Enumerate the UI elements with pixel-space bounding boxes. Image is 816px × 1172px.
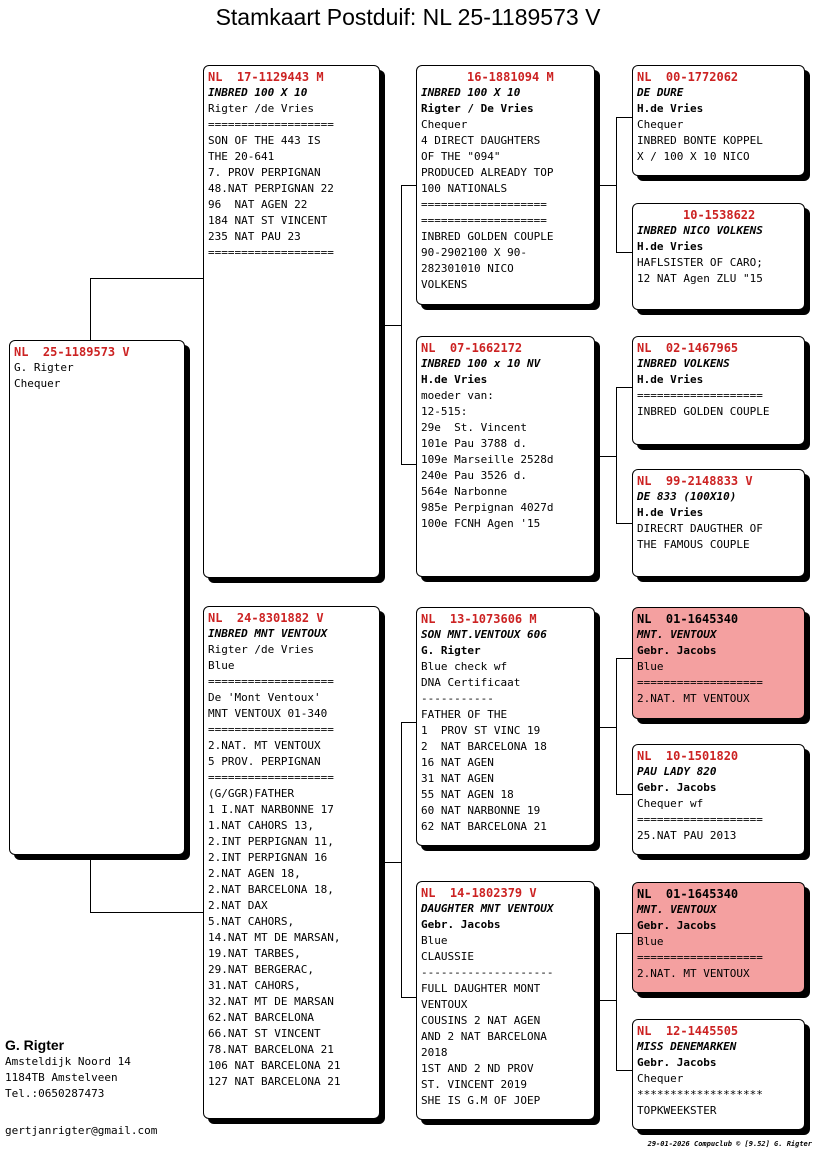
connector — [616, 387, 633, 388]
card-subject[interactable]: NL 25-1189573 V G. Rigter Chequer — [9, 340, 185, 855]
card-dam[interactable]: NL 24-8301882 V INBRED MNT VENTOUX Rigter /de Vries Blue =================== De 'Mont Ventoux' MNT VENTOUX 01-340 =================== 2.NAT. MT VENTOUX 5 PROV. PERPIGNAN =================== (G/GGR)FATHER 1 I.NAT NARBONNE 17 1.NAT CAHORS 13, 2.INT PERPIGNAN 11, 2.INT PERPIGNAN 16 2.NAT AGEN 18, 2.NAT BARCELONA 18, 2.NAT DAX 5.NAT CAHORS, 14.NAT MT DE MARSAN, 19.NAT TARBES, 29.NAT BERGERAC, 31.NAT CAHORS, 32.NAT MT DE MARSAN 62.NAT BARCELONA 66.NAT ST VINCENT 78.NAT BARCELONA 21 106 NAT BARCELONA 21 127 NAT BARCELONA 21 — [203, 606, 380, 1119]
ring-number: NL 12-1445505 — [637, 1024, 739, 1038]
owner-address-line: Amsteldijk Noord 14 — [5, 1055, 131, 1068]
ring-number: NL 25-1189573 V — [14, 345, 130, 359]
pigeon-name: INBRED MNT VENTOUX — [208, 627, 328, 640]
card-sire-dam[interactable]: NL 07-1662172 INBRED 100 x 10 NV H.de Vries moeder van: 12-515: 29e St. Vincent 101e Pau 3788 d. 109e Marseille 2528d 240e Pau 3526 d. 564e Narbonne 985e Perpignan 4027d 100e FCNH Agen '15 — [416, 336, 595, 577]
footer-info: 29-01-2026 Compuclub © [9.52] G. Rigter — [647, 1140, 812, 1148]
owner-name: G. Rigter — [5, 1037, 65, 1053]
connector — [616, 658, 617, 794]
connector — [380, 862, 402, 863]
connector — [90, 912, 204, 913]
connector — [90, 855, 91, 913]
ring-number: NL 01-1645340 — [637, 612, 739, 626]
ring-number: NL 01-1645340 — [637, 887, 739, 901]
pigeon-name: DAUGHTER MNT VENTOUX — [421, 902, 554, 915]
ring-number: NL 07-1662172 — [421, 341, 523, 355]
connector — [616, 117, 633, 118]
ring-number: 16-1881094 M — [467, 70, 554, 84]
card-dss[interactable]: NL 01-1645340 MNT. VENTOUX Gebr. Jacobs Blue =================== 2.NAT. MT VENTOUX — [632, 607, 805, 719]
card-dsd[interactable]: NL 10-1501820 PAU LADY 820 Gebr. Jacobs Chequer wf =================== 25.NAT PAU 2013 — [632, 744, 805, 855]
ring-number: NL 10-1501820 — [637, 749, 739, 763]
pigeon-name: MNT. VENTOUX — [637, 903, 717, 916]
card-sire-sire[interactable]: 16-1881094 M INBRED 100 X 10 Rigter / De Vries Chequer 4 DIRECT DAUGHTERS OF THE "094" PRODUCED ALREADY TOP 100 NATIONALS =================== =================== INBRED GOLDEN COUPLE 90-2902100 X 90- 282301010 NICO VOLKENS — [416, 65, 595, 305]
connector — [401, 185, 402, 464]
connector — [616, 117, 617, 252]
pigeon-name: INBRED 100 x 10 NV — [421, 357, 541, 370]
connector — [616, 1070, 633, 1071]
connector — [401, 997, 417, 998]
connector — [595, 456, 617, 457]
owner-block — [5, 1036, 131, 1102]
pigeon-name: MISS DENEMARKEN — [637, 1040, 737, 1053]
card-sdd[interactable]: NL 99-2148833 V DE 833 (100X10) H.de Vries DIRECRT DAUGTHER OF THE FAMOUS COUPLE — [632, 469, 805, 577]
pigeon-name: DE 833 (100X10) — [637, 490, 737, 503]
ring-number: NL 99-2148833 V — [637, 474, 753, 488]
ring-number: NL 17-1129443 M — [208, 70, 324, 84]
pigeon-name: DE DURE — [637, 86, 684, 99]
connector — [616, 658, 633, 659]
connector — [616, 933, 633, 934]
card-dam-sire[interactable]: NL 13-1073606 M SON MNT.VENTOUX 606 G. Rigter Blue check wf DNA Certificaat ----------- FATHER OF THE 1 PROV ST VINC 19 2 NAT BARCELONA 18 16 NAT AGEN 31 NAT AGEN 55 NAT AGEN 18 60 NAT NARBONNE 19 62 NAT BARCELONA 21 — [416, 607, 595, 846]
connector — [616, 252, 633, 253]
connector — [401, 722, 417, 723]
page-title: Stamkaart Postduif: NL 25-1189573 V — [215, 4, 601, 30]
pigeon-name: SON MNT.VENTOUX 606 — [421, 628, 547, 641]
ring-number: NL 13-1073606 M — [421, 612, 537, 626]
card-ddd[interactable]: NL 12-1445505 MISS DENEMARKEN Gebr. Jacobs Chequer ******************* TOPKWEEKSTER — [632, 1019, 805, 1130]
connector — [616, 387, 617, 523]
connector — [616, 523, 633, 524]
pigeon-name: INBRED VOLKENS — [637, 357, 730, 370]
connector — [90, 278, 204, 279]
pigeon-name: INBRED 100 X 10 — [421, 86, 521, 99]
connector — [401, 722, 402, 998]
ring-number: NL 24-8301882 V — [208, 611, 324, 625]
card-sss[interactable]: NL 00-1772062 DE DURE H.de Vries Chequer INBRED BONTE KOPPEL X / 100 X 10 NICO — [632, 65, 805, 176]
connector — [380, 325, 402, 326]
pigeon-name: PAU LADY 820 — [637, 765, 717, 778]
card-dds[interactable]: NL 01-1645340 MNT. VENTOUX Gebr. Jacobs Blue =================== 2.NAT. MT VENTOUX — [632, 882, 805, 993]
card-sds[interactable]: NL 02-1467965 INBRED VOLKENS H.de Vries =================== INBRED GOLDEN COUPLE — [632, 336, 805, 445]
connector — [595, 727, 617, 728]
card-ssd[interactable]: 10-1538622 INBRED NICO VOLKENS H.de Vries HAFLSISTER OF CARO; 12 NAT Agen ZLU "15 — [632, 203, 805, 310]
connector — [595, 185, 617, 186]
pigeon-name: INBRED NICO VOLKENS — [637, 224, 763, 237]
pigeon-name: INBRED 100 X 10 — [208, 86, 308, 99]
ring-number: NL 00-1772062 — [637, 70, 739, 84]
connector — [595, 1000, 617, 1001]
card-dam-dam[interactable]: NL 14-1802379 V DAUGHTER MNT VENTOUX Gebr. Jacobs Blue CLAUSSIE -------------------- FULL DAUGHTER MONT VENTOUX COUSINS 2 NAT AGEN AND 2 NAT BARCELONA 2018 1ST AND 2 ND PROV ST. VINCENT 2019 SHE IS G.M OF JOEP — [416, 881, 595, 1120]
ring-number: 10-1538622 — [683, 208, 756, 222]
ring-number: NL 02-1467965 — [637, 341, 739, 355]
connector — [90, 278, 91, 340]
connector — [401, 464, 417, 465]
pigeon-name: MNT. VENTOUX — [637, 628, 717, 641]
connector — [616, 933, 617, 1070]
owner-phone: Tel.:0650287473 — [5, 1087, 105, 1100]
card-sire[interactable]: NL 17-1129443 M INBRED 100 X 10 Rigter /de Vries =================== SON OF THE 443 IS THE 20-641 7. PROV PERPIGNAN 48.NAT PERPIGNAN 22 96 NAT AGEN 22 184 NAT ST VINCENT 235 NAT PAU 23 =================== — [203, 65, 380, 578]
connector — [401, 185, 417, 186]
ring-number: NL 14-1802379 V — [421, 886, 537, 900]
connector — [616, 794, 633, 795]
owner-email[interactable]: gertjanrigter@gmail.com — [5, 1124, 158, 1137]
owner-address-line: 1184TB Amstelveen — [5, 1071, 118, 1084]
